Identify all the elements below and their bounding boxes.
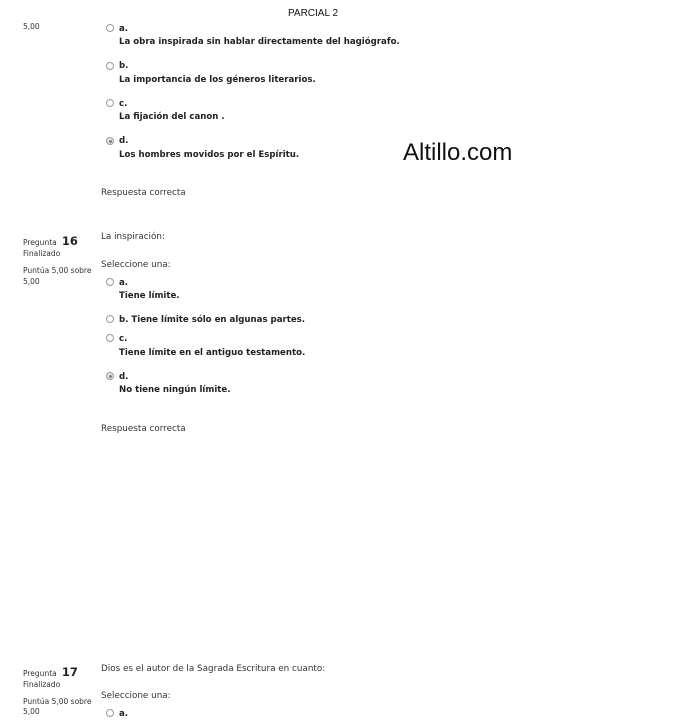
option-letter: a. [119,709,129,719]
radio-option-a[interactable] [106,278,114,286]
question-state: Finalizado [23,249,61,258]
question-score-line2: 5,00 [23,277,40,286]
option-letter: c. [119,334,128,344]
option-text: La obra inspirada sin hablar directamente del hagiógrafo. [119,37,400,47]
option-letter: b. [119,315,129,325]
question-score-value: 5,00 [23,22,40,31]
question-state: Finalizado [23,680,61,689]
question-number-value: 17 [61,665,78,679]
watermark: Altillo.com [403,139,513,166]
option-text: La importancia de los géneros literarios. [119,75,316,85]
option-text: Tiene límite sólo en algunas partes. [131,315,306,325]
radio-option-b[interactable] [106,62,114,70]
radio-option-a[interactable] [106,709,114,717]
question-text: La inspiración: [101,232,165,242]
question-score-line2: 5,00 [23,707,40,716]
radio-option-d-selected[interactable] [106,372,114,380]
radio-option-c[interactable] [106,334,114,342]
option-text: Los hombres movidos por el Espíritu. [119,150,300,160]
question-score-line1: Puntúa 5,00 sobre [23,697,92,706]
option-letter: c. [119,99,128,109]
option-letter: b. [119,61,129,71]
question-number-value: 16 [61,234,78,248]
feedback-text: Respuesta correcta [101,424,186,434]
option-text: Tiene límite. [119,291,180,301]
option-letter: a. [119,24,129,34]
option-text: Tiene límite en el antiguo testamento. [119,348,306,358]
radio-option-c[interactable] [106,99,114,107]
question-label: Pregunta [23,669,57,678]
option-text: No tiene ningún límite. [119,385,231,395]
question-number [23,661,78,680]
feedback-text: Respuesta correcta [101,188,186,198]
option-letter: d. [119,372,129,382]
radio-option-a[interactable] [106,24,114,32]
question-label: Pregunta [23,238,57,247]
select-prompt: Seleccione una: [101,260,171,270]
radio-option-d-selected[interactable] [106,137,114,145]
option-text-inline [119,315,305,325]
option-letter: d. [119,136,129,146]
option-text: La fijación del canon . [119,112,225,122]
question-text: Dios es el autor de la Sagrada Escritura en cuanto: [101,664,326,674]
page-title: PARCIAL 2 [287,8,339,19]
question-number [23,230,78,249]
select-prompt: Seleccione una: [101,691,171,701]
radio-option-b[interactable] [106,315,114,323]
option-letter: a. [119,278,129,288]
question-score-line1: Puntúa 5,00 sobre [23,266,92,275]
